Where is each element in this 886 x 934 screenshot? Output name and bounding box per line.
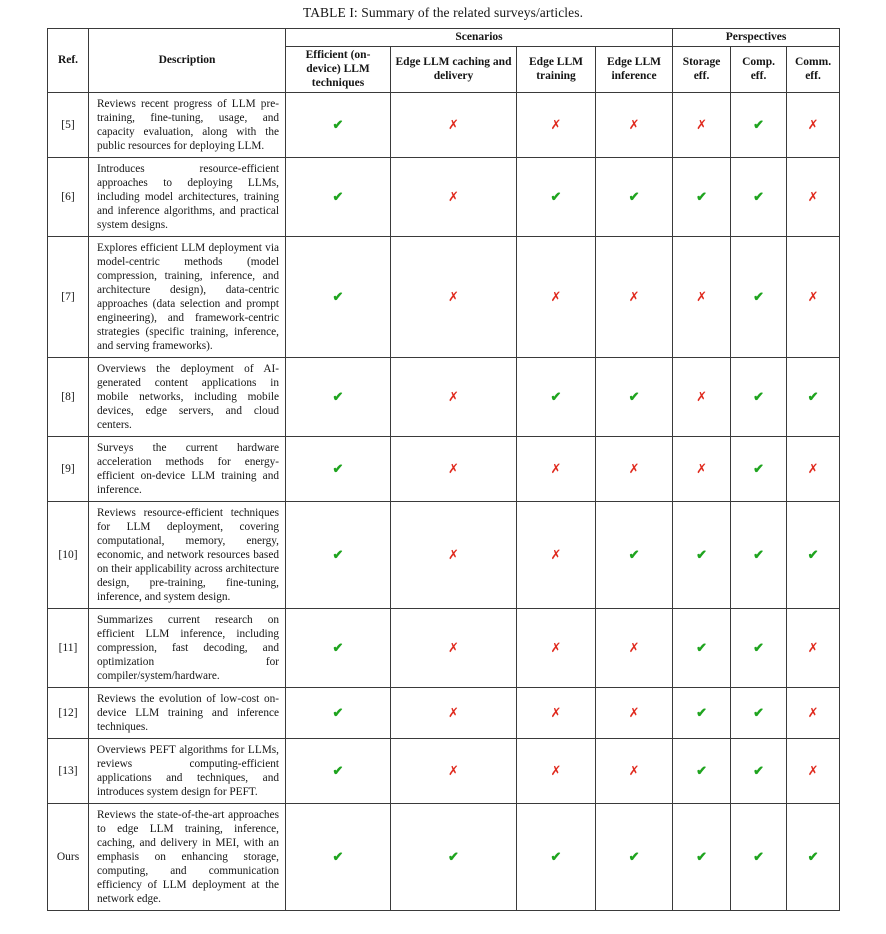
check-icon: ✔ xyxy=(628,389,640,405)
check-icon: ✔ xyxy=(332,117,344,133)
check-cell xyxy=(596,502,673,609)
header-edge-llm-inference: Edge LLM inference xyxy=(596,47,673,93)
check-icon: ✔ xyxy=(332,389,344,405)
ref-cell: [10] xyxy=(48,502,89,609)
description-cell: Summarizes current research on efficient LLM inference, including compression, fast decoding, and optimization for compiler/system/hardware. xyxy=(89,609,286,688)
cross-cell xyxy=(391,502,517,609)
check-cell xyxy=(517,358,596,437)
header-comm-eff: Comm. eff. xyxy=(787,47,840,93)
cross-icon: ✗ xyxy=(550,461,562,477)
cross-cell xyxy=(391,358,517,437)
cross-icon: ✗ xyxy=(807,705,819,721)
cross-cell xyxy=(787,609,840,688)
ref-cell: [7] xyxy=(48,237,89,358)
cross-cell xyxy=(673,437,731,502)
check-cell xyxy=(731,609,787,688)
description-cell: Reviews the state-of-the-art approaches to edge LLM training, inference, caching, and delivery in MEI, with an emphasis on enhancing storage, computing, and communication efficiency of LLM deployment at the network edge. xyxy=(89,804,286,911)
table-row xyxy=(48,609,840,688)
cross-icon: ✗ xyxy=(448,461,459,477)
table-row xyxy=(48,93,840,158)
check-icon: ✔ xyxy=(753,117,764,133)
summary-table xyxy=(47,28,840,911)
check-cell xyxy=(731,437,787,502)
check-cell xyxy=(673,804,731,911)
ref-cell: [9] xyxy=(48,437,89,502)
check-icon: ✔ xyxy=(753,289,764,305)
table-body xyxy=(48,93,840,911)
cross-cell xyxy=(787,688,840,739)
check-icon: ✔ xyxy=(753,547,764,563)
check-icon: ✔ xyxy=(550,189,562,205)
check-cell xyxy=(391,804,517,911)
check-icon: ✔ xyxy=(332,705,344,721)
header-comp-eff: Comp. eff. xyxy=(731,47,787,93)
check-icon: ✔ xyxy=(332,763,344,779)
check-cell xyxy=(787,358,840,437)
header-group-row xyxy=(48,29,840,47)
cross-cell xyxy=(517,739,596,804)
check-icon: ✔ xyxy=(753,640,764,656)
cross-icon: ✗ xyxy=(628,705,640,721)
check-icon: ✔ xyxy=(628,189,640,205)
check-icon: ✔ xyxy=(332,289,344,305)
cross-cell xyxy=(391,688,517,739)
check-cell xyxy=(673,502,731,609)
check-cell xyxy=(596,804,673,911)
check-icon: ✔ xyxy=(753,763,764,779)
check-icon: ✔ xyxy=(550,849,562,865)
table-row xyxy=(48,502,840,609)
ref-cell: [8] xyxy=(48,358,89,437)
header-edge-llm-training: Edge LLM training xyxy=(517,47,596,93)
check-cell xyxy=(517,804,596,911)
cross-cell xyxy=(391,437,517,502)
table-row xyxy=(48,158,840,237)
cross-icon: ✗ xyxy=(807,640,819,656)
check-icon: ✔ xyxy=(696,189,707,205)
cross-cell xyxy=(787,237,840,358)
check-cell xyxy=(673,609,731,688)
check-cell xyxy=(731,237,787,358)
check-icon: ✔ xyxy=(696,849,707,865)
check-cell xyxy=(286,502,391,609)
cross-cell xyxy=(517,237,596,358)
cross-icon: ✗ xyxy=(628,289,640,305)
cross-cell xyxy=(517,437,596,502)
check-icon: ✔ xyxy=(696,640,707,656)
ref-cell: [11] xyxy=(48,609,89,688)
check-cell xyxy=(787,502,840,609)
check-cell xyxy=(286,358,391,437)
cross-icon: ✗ xyxy=(628,461,640,477)
check-icon: ✔ xyxy=(332,547,344,563)
check-cell xyxy=(673,688,731,739)
cross-cell xyxy=(673,237,731,358)
check-cell xyxy=(596,358,673,437)
cross-icon: ✗ xyxy=(550,705,562,721)
cross-cell xyxy=(391,739,517,804)
check-cell xyxy=(517,158,596,237)
description-cell: Overviews PEFT algorithms for LLMs, reviews computing-efficient applications and techniques, and introduces system design for PEFT. xyxy=(89,739,286,804)
cross-cell xyxy=(673,358,731,437)
header-storage-eff: Storage eff. xyxy=(673,47,731,93)
cross-icon: ✗ xyxy=(696,289,707,305)
header-efficient-on-device-llm: Efficient (on-device) LLM techniques xyxy=(286,47,391,93)
check-cell xyxy=(787,804,840,911)
cross-icon: ✗ xyxy=(807,289,819,305)
cross-cell xyxy=(787,437,840,502)
check-cell xyxy=(286,804,391,911)
cross-icon: ✗ xyxy=(448,289,459,305)
cross-icon: ✗ xyxy=(807,763,819,779)
cross-icon: ✗ xyxy=(448,389,459,405)
check-cell xyxy=(731,358,787,437)
header-ref: Ref. xyxy=(48,29,89,93)
check-cell xyxy=(673,158,731,237)
description-cell: Reviews resource-efficient techniques for LLM deployment, covering computational, memory, energy, economic, and network resources based on their applicability across architecture design, pre-training, fine-tuning, inference, and system design. xyxy=(89,502,286,609)
cross-icon: ✗ xyxy=(550,117,562,133)
check-icon: ✔ xyxy=(332,640,344,656)
description-cell: Surveys the current hardware acceleration methods for energy-efficient on-device LLM training and inference. xyxy=(89,437,286,502)
table-row xyxy=(48,358,840,437)
cross-icon: ✗ xyxy=(550,640,562,656)
check-icon: ✔ xyxy=(753,849,764,865)
cross-icon: ✗ xyxy=(448,547,459,563)
header-group-perspectives: Perspectives xyxy=(673,29,840,47)
ref-cell: Ours xyxy=(48,804,89,911)
cross-icon: ✗ xyxy=(628,640,640,656)
cross-cell xyxy=(596,237,673,358)
cross-icon: ✗ xyxy=(448,189,459,205)
cross-cell xyxy=(391,237,517,358)
check-icon: ✔ xyxy=(696,705,707,721)
cross-cell xyxy=(787,739,840,804)
cross-cell xyxy=(596,93,673,158)
cross-icon: ✗ xyxy=(448,705,459,721)
ref-cell: [13] xyxy=(48,739,89,804)
check-cell xyxy=(286,739,391,804)
cross-icon: ✗ xyxy=(448,117,459,133)
check-cell xyxy=(731,688,787,739)
check-cell xyxy=(596,158,673,237)
check-cell xyxy=(286,688,391,739)
ref-cell: [5] xyxy=(48,93,89,158)
check-icon: ✔ xyxy=(753,189,764,205)
cross-cell xyxy=(517,93,596,158)
check-icon: ✔ xyxy=(550,389,562,405)
cross-icon: ✗ xyxy=(807,461,819,477)
check-icon: ✔ xyxy=(332,189,344,205)
check-cell xyxy=(286,237,391,358)
check-icon: ✔ xyxy=(753,461,764,477)
cross-icon: ✗ xyxy=(807,117,819,133)
cross-icon: ✗ xyxy=(448,640,459,656)
check-cell xyxy=(731,158,787,237)
cross-cell xyxy=(787,158,840,237)
table-row xyxy=(48,237,840,358)
cross-icon: ✗ xyxy=(628,763,640,779)
check-cell xyxy=(731,502,787,609)
cross-cell xyxy=(596,437,673,502)
check-icon: ✔ xyxy=(807,547,819,563)
table-row xyxy=(48,437,840,502)
ref-cell: [12] xyxy=(48,688,89,739)
header-group-scenarios: Scenarios xyxy=(286,29,673,47)
description-cell: Introduces resource-efficient approaches to deploying LLMs, including model architectures, training and inference algorithms, and practical system designs. xyxy=(89,158,286,237)
description-cell: Explores efficient LLM deployment via model-centric methods (model compression, training, inference, and architecture design), data-centric approaches (data selection and prompt engineering), and framework-centric strategies (specific training, inference, and serving frameworks). xyxy=(89,237,286,358)
check-cell xyxy=(673,739,731,804)
check-cell xyxy=(731,93,787,158)
description-cell: Overviews the deployment of AI-generated content applications in mobile networks, including mobile devices, edge servers, and cloud centers. xyxy=(89,358,286,437)
check-icon: ✔ xyxy=(332,461,344,477)
ref-cell: [6] xyxy=(48,158,89,237)
check-cell xyxy=(286,93,391,158)
cross-cell xyxy=(517,502,596,609)
cross-icon: ✗ xyxy=(448,763,459,779)
cross-icon: ✗ xyxy=(696,117,707,133)
header-edge-llm-caching-delivery: Edge LLM caching and delivery xyxy=(391,47,517,93)
check-icon: ✔ xyxy=(753,705,764,721)
table-row xyxy=(48,739,840,804)
cross-cell xyxy=(596,739,673,804)
table-header xyxy=(48,29,840,93)
cross-cell xyxy=(391,93,517,158)
table-caption: TABLE I: Summary of the related surveys/articles. xyxy=(302,5,584,20)
check-cell xyxy=(731,804,787,911)
cross-icon: ✗ xyxy=(550,289,562,305)
cross-icon: ✗ xyxy=(696,461,707,477)
check-icon: ✔ xyxy=(807,849,819,865)
table-row xyxy=(48,804,840,911)
cross-cell xyxy=(391,609,517,688)
cross-cell xyxy=(787,93,840,158)
cross-cell xyxy=(517,609,596,688)
cross-icon: ✗ xyxy=(807,189,819,205)
check-icon: ✔ xyxy=(448,849,459,865)
check-icon: ✔ xyxy=(696,763,707,779)
check-cell xyxy=(286,437,391,502)
cross-cell xyxy=(596,688,673,739)
check-cell xyxy=(286,158,391,237)
description-cell: Reviews the evolution of low-cost on-device LLM training and inference techniques. xyxy=(89,688,286,739)
cross-cell xyxy=(596,609,673,688)
cross-cell xyxy=(517,688,596,739)
cross-icon: ✗ xyxy=(696,389,707,405)
cross-icon: ✗ xyxy=(550,547,562,563)
description-cell: Reviews recent progress of LLM pre-training, fine-tuning, usage, and capacity evaluation, along with the public resources for deploying LLM. xyxy=(89,93,286,158)
header-description: Description xyxy=(89,29,286,93)
table-row xyxy=(48,688,840,739)
check-icon: ✔ xyxy=(807,389,819,405)
cross-icon: ✗ xyxy=(628,117,640,133)
check-icon: ✔ xyxy=(696,547,707,563)
check-icon: ✔ xyxy=(628,849,640,865)
cross-icon: ✗ xyxy=(550,763,562,779)
check-icon: ✔ xyxy=(753,389,764,405)
check-cell xyxy=(731,739,787,804)
cross-cell xyxy=(391,158,517,237)
cross-cell xyxy=(673,93,731,158)
check-icon: ✔ xyxy=(332,849,344,865)
check-icon: ✔ xyxy=(628,547,640,563)
check-cell xyxy=(286,609,391,688)
